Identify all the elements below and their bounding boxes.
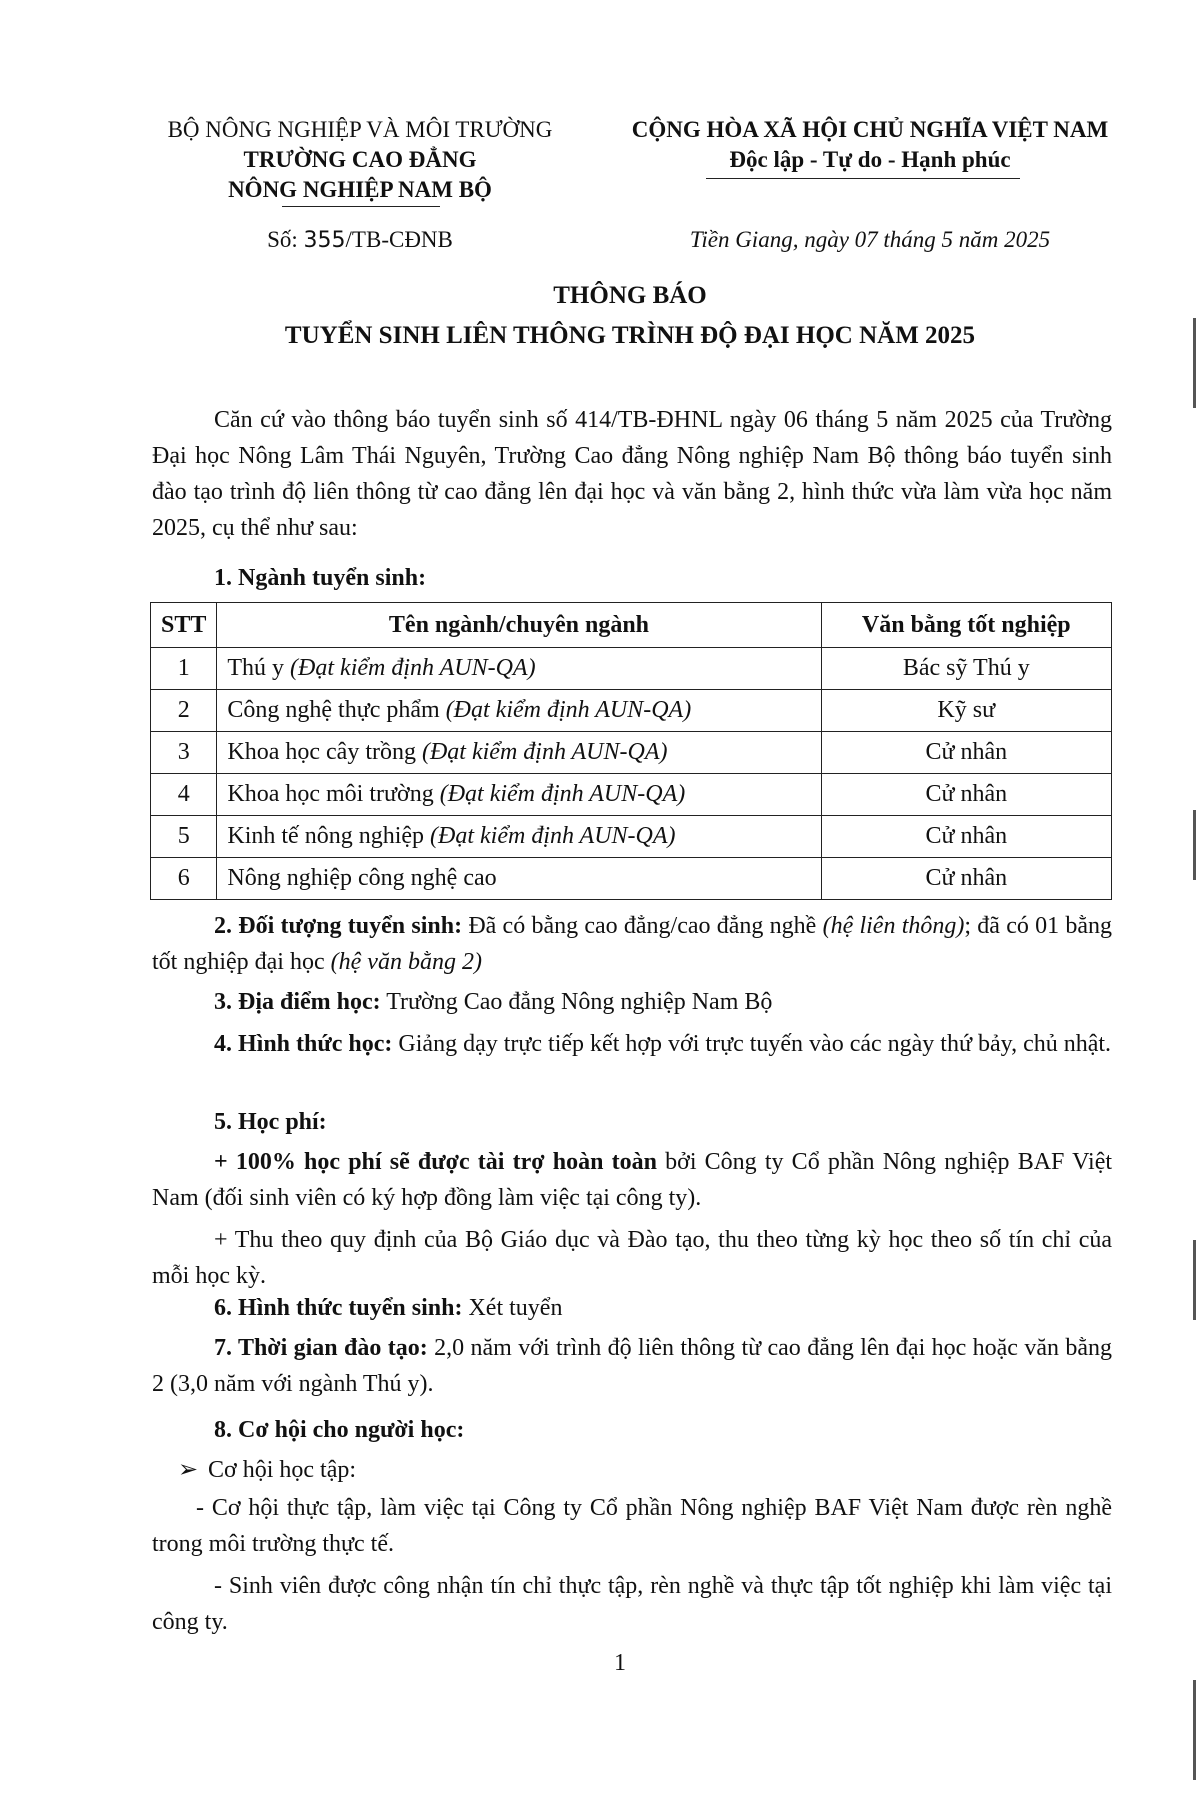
row-major: [217, 774, 821, 816]
scan-edge-mark: [1193, 810, 1196, 880]
section2-paragraph: [152, 908, 1112, 980]
intro-text: Căn cứ vào thông báo tuyển sinh số 414/TB-ĐHNL ngày 06 tháng 5 năm 2025 của Trường Đại học Nông Lâm Thái Nguyên, Trường Cao đẳng Nông nghiệp Nam Bộ thông báo tuyển sinh đào tạo trình độ liên thông từ cao đẳng lên đại học và văn bằng 2, hình thức vừa làm vừa học năm 2025, cụ thể như sau:: [152, 407, 1112, 541]
major-name: Nông nghiệp công nghệ cao: [227, 865, 497, 891]
row-stt: 1: [151, 648, 217, 690]
table-row: [151, 774, 1112, 816]
row-degree: Bác sỹ Thú y: [821, 648, 1111, 690]
section2-italic-a: (hệ liên thông): [822, 913, 965, 939]
section5-item1: [152, 1144, 1112, 1216]
national-motto: Độc lập - Tự do - Hạnh phúc: [729, 147, 1011, 172]
notice-subtitle: TUYỂN SINH LIÊN THÔNG TRÌNH ĐỘ ĐẠI HỌC NĂM 2025: [284, 322, 976, 349]
section3-text: Trường Cao đẳng Nông nghiệp Nam Bộ: [386, 989, 773, 1015]
page-number: 1: [614, 1650, 626, 1676]
section7-paragraph: [152, 1330, 1112, 1402]
row-major: [217, 858, 821, 900]
row-degree: Cử nhân: [821, 774, 1111, 816]
arrow-bullet-icon: ➢: [178, 1457, 199, 1483]
table-row: [151, 816, 1112, 858]
row-stt: 4: [151, 774, 217, 816]
row-stt: 5: [151, 816, 217, 858]
section2-text-b: ; đã có 01 bằng tốt nghiệp đại học: [152, 913, 1112, 975]
section1-heading: 1. Ngành tuyển sinh:: [214, 565, 427, 591]
major-note: (Đạt kiểm định AUN-QA): [430, 823, 676, 849]
country-name: CỘNG HÒA XÃ HỘI CHỦ NGHĨA VIỆT NAM: [631, 117, 1109, 142]
row-major: [217, 816, 821, 858]
school-name-line2: NÔNG NGHIỆP NAM BỘ: [228, 177, 492, 202]
major-note: (Đạt kiểm định AUN-QA): [439, 781, 686, 807]
section8-sub: [178, 1452, 356, 1488]
intro-paragraph: [152, 402, 1112, 546]
place-date: Tiền Giang, ngày 07 tháng 5 năm 2025: [689, 227, 1051, 252]
document-number: [150, 226, 570, 255]
majors-table: [150, 602, 1112, 900]
table-row: [151, 690, 1112, 732]
major-note: (Đạt kiểm định AUN-QA): [421, 739, 668, 765]
major-name: Công nghệ thực phẩm: [227, 697, 440, 723]
major-name: Khoa học môi trường: [227, 781, 434, 807]
scan-edge-mark: [1193, 1240, 1196, 1320]
row-major: [217, 690, 821, 732]
number-suffix: /TB-CĐNB: [345, 227, 453, 252]
number-value: 355: [303, 228, 346, 253]
section5-item1-text: bởi Công ty Cổ phần Nông nghiệp BAF Việt Nam (đối sinh viên có ký hợp đồng làm việc tại công ty).: [152, 1149, 1113, 1211]
section7-label: 7. Thời gian đào tạo:: [214, 1335, 428, 1361]
scan-edge-mark: [1193, 1680, 1196, 1780]
section5-item1-bold: + 100% học phí sẽ được tài trợ hoàn toàn: [214, 1149, 657, 1175]
section6-paragraph: [152, 1290, 1112, 1326]
scan-edge-mark: [1193, 318, 1196, 408]
section5-item2-text: + Thu theo quy định của Bộ Giáo dục và Đào tạo, thu theo từng kỳ học theo số tín chỉ của mỗi học kỳ.: [152, 1227, 1112, 1289]
school-name-line1: TRƯỜNG CAO ĐẲNG: [243, 147, 477, 172]
notice-title: THÔNG BÁO: [553, 282, 707, 309]
row-stt: 2: [151, 690, 217, 732]
table-header-row: [151, 603, 1112, 648]
row-degree: Cử nhân: [821, 816, 1111, 858]
table-row: [151, 858, 1112, 900]
section7-text: 2,0 năm với trình độ liên thông từ cao đẳng lên đại học hoặc văn bằng 2 (3,0 năm với ngành Thú y).: [152, 1335, 1113, 1397]
major-note: (Đạt kiểm định AUN-QA): [445, 697, 692, 723]
ministry-name: BỘ NÔNG NGHIỆP VÀ MÔI TRƯỜNG: [167, 117, 553, 142]
header-right-rule: [706, 178, 1020, 179]
row-degree: Cử nhân: [821, 732, 1111, 774]
table-row: [151, 648, 1112, 690]
section2-italic-b: (hệ văn bằng 2): [330, 949, 482, 975]
section8-sub-text: Cơ hội học tập:: [208, 1457, 357, 1483]
section8-bullet2: [152, 1568, 1112, 1640]
major-name: Thú y: [227, 655, 285, 681]
section4-paragraph: [152, 1026, 1112, 1062]
header-stt: STT: [151, 603, 217, 648]
section8-bullet1-text: - Cơ hội thực tập, làm việc tại Công ty Cổ phần Nông nghiệp BAF Việt Nam được rèn nghề trong môi trường thực tế.: [152, 1495, 1112, 1557]
number-prefix: Số:: [267, 227, 298, 252]
row-stt: 6: [151, 858, 217, 900]
section8-bullet2-text: - Sinh viên được công nhận tín chỉ thực tập, rèn nghề và thực tập tốt nghiệp khi làm việc tại công ty.: [152, 1573, 1112, 1635]
header-major-name: Tên ngành/chuyên ngành: [217, 603, 821, 648]
section8-heading: 8. Cơ hội cho người học:: [214, 1417, 465, 1443]
row-major: [217, 648, 821, 690]
table-row: [151, 732, 1112, 774]
section3-label: 3. Địa điểm học:: [214, 989, 381, 1015]
section4-label: 4. Hình thức học:: [214, 1031, 393, 1057]
header-degree: Văn bằng tốt nghiệp: [821, 603, 1111, 648]
section8-bullet1: [152, 1490, 1112, 1562]
row-stt: 3: [151, 732, 217, 774]
row-major: [217, 732, 821, 774]
section2-label: 2. Đối tượng tuyển sinh:: [214, 913, 463, 939]
major-note: (Đạt kiểm định AUN-QA): [290, 655, 536, 681]
section5-heading: 5. Học phí:: [214, 1109, 327, 1135]
section5-item2: [152, 1222, 1112, 1294]
major-name: Kinh tế nông nghiệp: [227, 823, 425, 849]
section6-text: Xét tuyển: [468, 1295, 563, 1321]
section6-label: 6. Hình thức tuyển sinh:: [214, 1295, 463, 1321]
section2-text-a: Đã có bằng cao đẳng/cao đẳng nghề: [468, 913, 817, 939]
header-left-rule: [282, 206, 440, 207]
major-name: Khoa học cây trồng: [227, 739, 416, 765]
row-degree: Cử nhân: [821, 858, 1111, 900]
row-degree: Kỹ sư: [821, 690, 1111, 732]
section3-paragraph: [152, 984, 1112, 1020]
section4-text: Giảng dạy trực tiếp kết hợp với trực tuyến vào các ngày thứ bảy, chủ nhật.: [398, 1031, 1112, 1057]
